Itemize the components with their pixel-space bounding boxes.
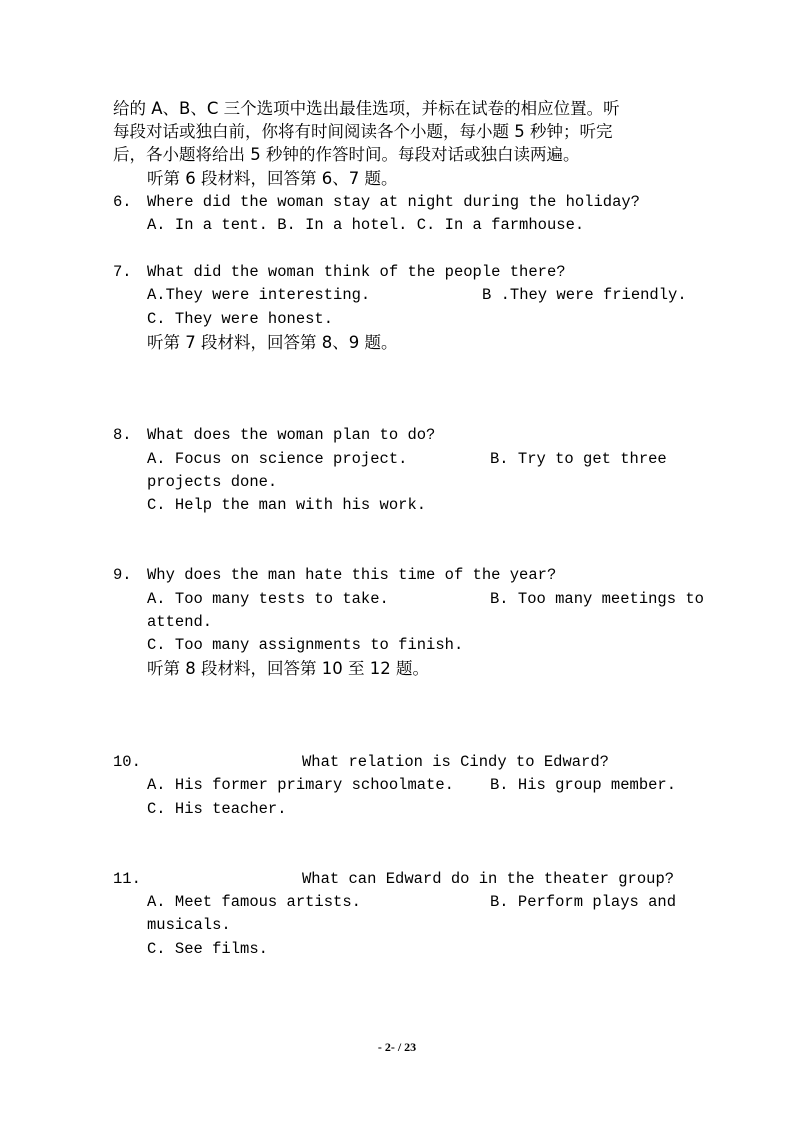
question-11-option-b: B. Perform plays and	[490, 893, 677, 911]
question-7-option-a: A.They were interesting.	[147, 286, 371, 304]
section-6-heading: 听第 6 段材料，回答第 6、7 题。	[147, 169, 398, 188]
question-9-stem: Why does the man hate this time of the year?	[147, 566, 557, 584]
question-9-number: 9.	[113, 566, 132, 584]
page-number: - 2- / 23	[377, 1040, 417, 1054]
question-11-option-b-cont: musicals.	[147, 916, 231, 934]
question-11-option-c: C. See films.	[147, 940, 268, 958]
question-7-stem: What did the woman think of the people there?	[147, 263, 566, 281]
question-8-option-b: B. Try to get three	[490, 450, 667, 468]
question-6-number: 6.	[113, 193, 132, 211]
question-8-number: 8.	[113, 426, 132, 444]
question-8-option-a: A. Focus on science project.	[147, 450, 408, 468]
question-9-option-b-cont: attend.	[147, 613, 213, 631]
question-9-option-b: B. Too many meetings to	[490, 590, 704, 608]
question-8-option-b-cont: projects done.	[147, 473, 278, 491]
question-10-number: 10.	[113, 753, 141, 771]
question-10-option-a: A. His former primary schoolmate.	[147, 776, 454, 794]
question-11-number: 11.	[113, 870, 141, 888]
instructions-line-1: 给的 A、B、C 三个选项中选出最佳选项，并标在试卷的相应位置。听	[113, 99, 620, 118]
question-9-option-c: C. Too many assignments to finish.	[147, 636, 464, 654]
section-8-heading: 听第 8 段材料，回答第 10 至 12 题。	[147, 659, 429, 678]
question-8-option-c: C. Help the man with his work.	[147, 496, 427, 514]
question-11-option-a: A. Meet famous artists.	[147, 893, 361, 911]
question-7-number: 7.	[113, 263, 132, 281]
question-9-option-a: A. Too many tests to take.	[147, 590, 389, 608]
question-10-stem: What relation is Cindy to Edward?	[302, 753, 609, 771]
question-10-option-b: B. His group member.	[490, 776, 677, 794]
question-11-stem: What can Edward do in the theater group?	[302, 870, 675, 888]
question-6-stem: Where did the woman stay at night during the holiday?	[147, 193, 640, 211]
instructions-line-2: 每段对话或独白前，你将有时间阅读各个小题，每小题 5 秒钟；听完	[113, 122, 613, 141]
question-6-options: A. In a tent. B. In a hotel. C. In a farmhouse.	[147, 216, 585, 234]
question-8-stem: What does the woman plan to do?	[147, 426, 436, 444]
question-10-option-c: C. His teacher.	[147, 800, 287, 818]
question-7-option-b: B .They were friendly.	[482, 286, 687, 304]
instructions-line-3: 后，各小题将给出 5 秒钟的作答时间。每段对话或独白读两遍。	[113, 145, 580, 164]
section-7-heading: 听第 7 段材料，回答第 8、9 题。	[147, 333, 398, 352]
question-7-option-c: C. They were honest.	[147, 310, 334, 328]
